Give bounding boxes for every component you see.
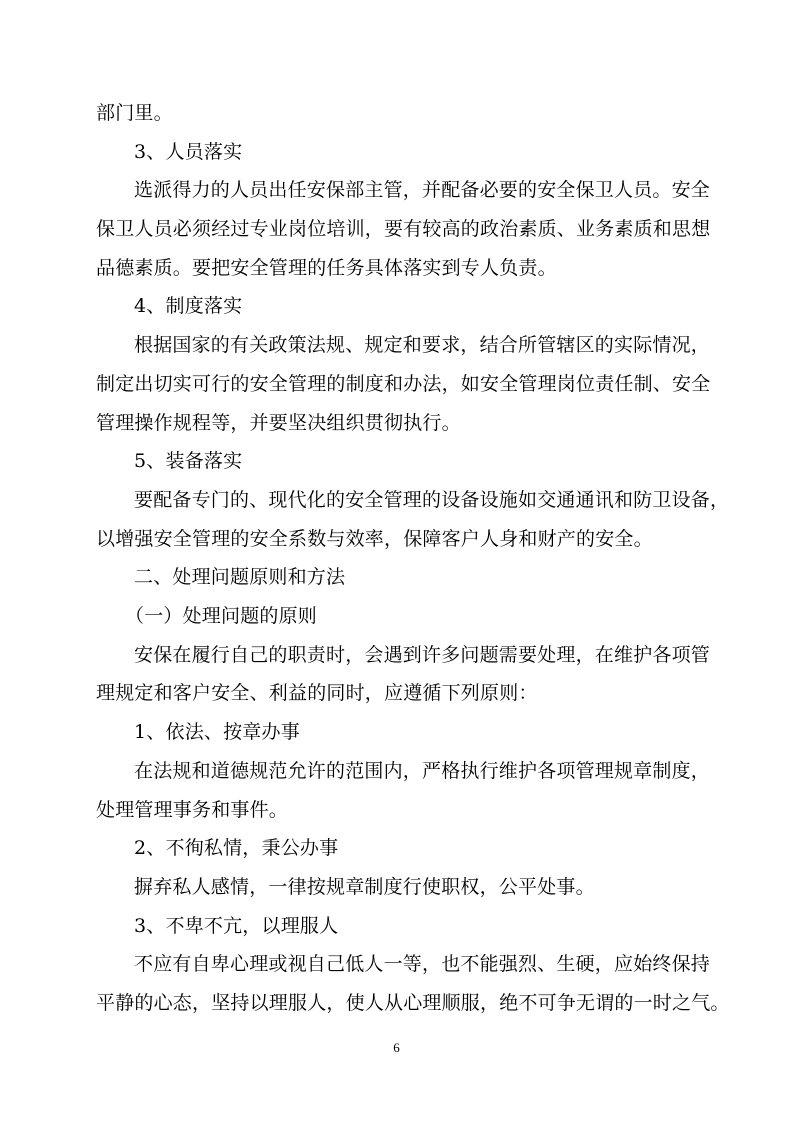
- text-line: 根据国家的有关政策法规、规定和要求，结合所管辖区的实际情况，: [134, 334, 711, 356]
- section-heading: 3、不卑不亢，以理服人: [134, 915, 339, 937]
- section-heading: 5、装备落实: [134, 450, 243, 472]
- text-line: 品德素质。要把安全管理的任务具体落实到专人负责。: [96, 257, 557, 279]
- text-line: 制定出切实可行的安全管理的制度和办法，如安全管理岗位责任制、安全: [96, 373, 711, 395]
- section-heading: 4、制度落实: [134, 295, 243, 317]
- page-number: 6: [393, 1040, 400, 1055]
- text-line: 平静的心态，坚持以理服人，使人从心理顺服，绝不可争无谓的一时之气。: [96, 992, 730, 1014]
- text-line: 不应有自卑心理或视自己低人一等，也不能强烈、生硬，应始终保持: [134, 953, 711, 975]
- text-line: 安保在履行自己的职责时，会遇到许多问题需要处理，在维护各项管: [134, 644, 711, 666]
- text-line: 保卫人员必须经过专业岗位培训，要有较高的政治素质、业务素质和思想: [96, 218, 711, 240]
- section-heading: 3、人员落实: [134, 141, 243, 163]
- text-line: 摒弃私人感情，一律按规章制度行使职权，公平处事。: [134, 876, 595, 898]
- subsection-heading: （一）处理问题的原则: [125, 605, 318, 627]
- text-line: 管理操作规程等，并要坚决组织贯彻执行。: [96, 412, 461, 434]
- section-heading: 2、不徇私情，秉公办事: [134, 837, 339, 859]
- text-line: 选派得力的人员出任安保部主管，并配备必要的安全保卫人员。安全: [134, 179, 711, 201]
- chapter-heading: 二、处理问题原则和方法: [134, 566, 346, 588]
- text-line: 理规定和客户安全、利益的同时，应遵循下列原则：: [96, 682, 538, 704]
- text-line: 处理管理事务和事件。: [96, 799, 289, 821]
- section-heading: 1、依法、按章办事: [134, 721, 300, 743]
- text-line: 在法规和道德规范允许的范围内，严格执行维护各项管理规章制度，: [134, 760, 711, 782]
- text-line: 要配备专门的、现代化的安全管理的设备设施如交通通讯和防卫设备，: [134, 489, 730, 511]
- text-line: 以增强安全管理的安全系数与效率，保障客户人身和财产的安全。: [96, 528, 653, 550]
- text-line: 部门里。: [96, 102, 173, 124]
